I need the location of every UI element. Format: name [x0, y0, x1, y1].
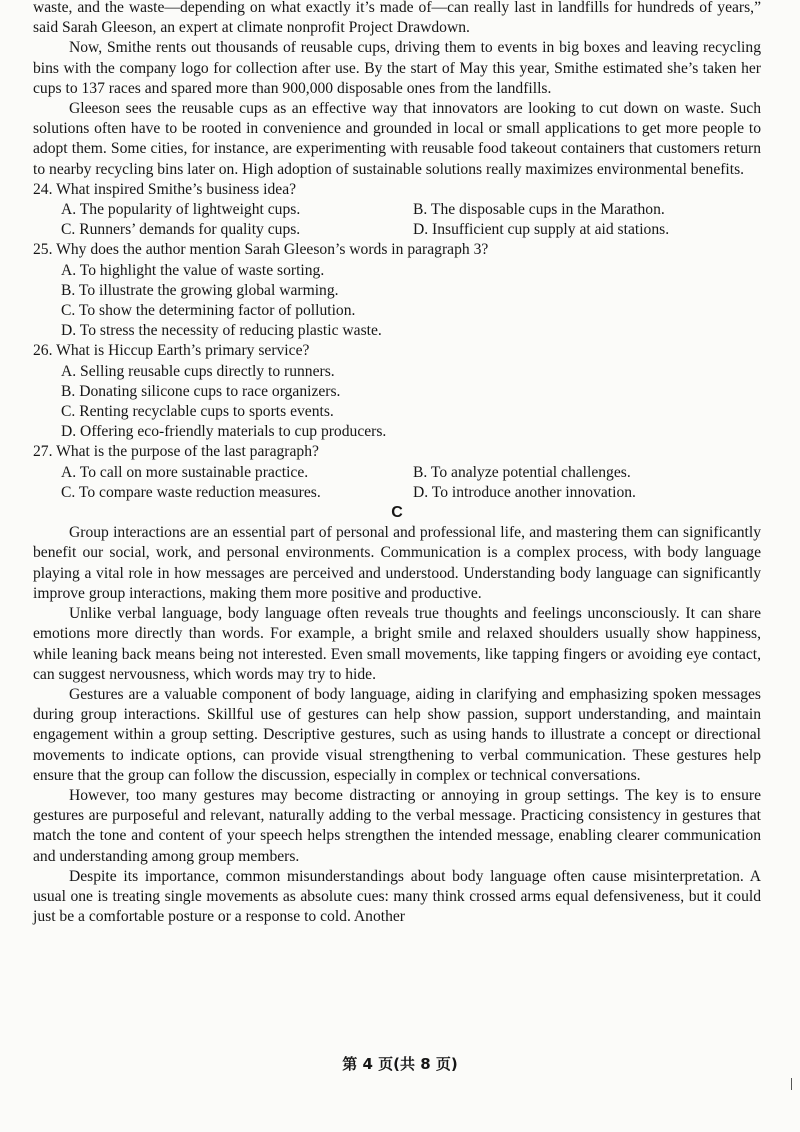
- option-d: D. To introduce another innovation.: [413, 483, 636, 501]
- question-stem: 25. Why does the author mention Sarah Gleeson’s words in paragraph 3?: [33, 241, 489, 259]
- question-stem: 24. What inspired Smithe’s business idea?: [33, 180, 297, 198]
- option-c: C. To show the determining factor of pollution.: [61, 302, 356, 320]
- question-options: [33, 463, 761, 503]
- option-d: D. Offering eco-friendly materials to cup producers.: [61, 423, 387, 441]
- option-a: A. To highlight the value of waste sorting.: [61, 261, 325, 279]
- question-stem: 27. What is the purpose of the last paragraph?: [33, 443, 319, 461]
- section-heading: C: [391, 504, 403, 522]
- paragraph: Gestures are a valuable component of body language, aiding in clarifying and emphasizing spoken messages during group interactions. Skillful use of gestures can help show passion, support understanding, and maintain engagement within a group setting. Descriptive gestures, such as using hands to illustrate a concept or directional movements to indicate options, can provide visual strengthening to verbal communication. These gestures help ensure that the group can follow the discussion, especially in complex or technical conversations.: [33, 685, 761, 784]
- option-a: A. The popularity of lightweight cups.: [61, 201, 301, 219]
- paragraph: Unlike verbal language, body language often reveals true thoughts and feelings unconsciously. It can share emotions more directly than words. For example, a bright smile and relaxed shoulders usually show happiness, while leaning back means being not interested. Even small movements, like tapping fingers or avoiding eye contact, can suggest nervousness, which words may try to hide.: [33, 605, 761, 683]
- option-c: C. Renting recyclable cups to sports events.: [61, 403, 334, 421]
- question-options: [33, 362, 761, 443]
- paragraph: Group interactions are an essential part of personal and professional life, and mastering them can significantly benefit our social, work, and personal environments. Communication is a complex process, with body language playing a vital role in how messages are perceived and understood. Understanding body language can significantly improve group interactions, making them more positive and productive.: [33, 524, 761, 602]
- paragraph: However, too many gestures may become distracting or annoying in group settings. The key is to ensure gestures are purposeful and relevant, naturally adding to the verbal message. Practicing consistency in gestures that match the tone and content of your speech helps strengthen the intended message, enabling clearer communication and understanding among group members.: [33, 786, 761, 865]
- paragraph: Gleeson sees the reusable cups as an effective way that innovators are looking to cut down on waste. Such solutions often have to be rooted in convenience and grounded in local or small applications to get more people to adopt them. Some cities, for instance, are experimenting with reusable food takeout containers that customers return to nearby recycling bins later on. High adoption of sustainable solutions really maximizes environmental benefits.: [33, 100, 761, 178]
- paragraph: Despite its importance, common misunderstandings about body language often cause misinterpretation. A usual one is treating single movements as absolute cues: many think crossed arms equal defensiveness, but it could just be a comfortable posture or a response to cold. Another: [33, 867, 761, 926]
- question-26: [33, 341, 761, 442]
- page-number-footer: 第 4 页(共 8 页): [342, 1055, 458, 1073]
- question-25: [33, 240, 761, 341]
- paragraph: Now, Smithe rents out thousands of reusable cups, driving them to events in big boxes and leaving recycling bins with the company logo for collection after use. By the start of May this year, Smithe estimated she’s taken her cups to 137 races and spared more than 900,000 disposable ones from the landfills.: [33, 39, 761, 97]
- margin-mark: [791, 1078, 792, 1090]
- option-b: B. To illustrate the growing global warming.: [61, 281, 339, 299]
- option-d: D. Insufficient cup supply at aid stations.: [413, 221, 670, 239]
- question-stem: 26. What is Hiccup Earth’s primary service?: [33, 342, 310, 360]
- option-b: B. To analyze potential challenges.: [413, 463, 631, 481]
- page-content: [33, 0, 761, 927]
- question-27: [33, 442, 761, 503]
- question-24: [33, 180, 761, 241]
- option-b: B. Donating silicone cups to race organizers.: [61, 382, 341, 400]
- option-b: B. The disposable cups in the Marathon.: [413, 201, 665, 219]
- option-a: A. Selling reusable cups directly to runners.: [61, 362, 335, 380]
- option-d: D. To stress the necessity of reducing plastic waste.: [61, 322, 382, 340]
- paragraph: waste, and the waste—depending on what exactly it’s made of—can really last in landfills for hundreds of years,” said Sarah Gleeson, an expert at climate nonprofit Project Drawdown.: [33, 0, 761, 37]
- question-options: [33, 200, 761, 240]
- option-c: C. To compare waste reduction measures.: [61, 483, 321, 501]
- option-a: A. To call on more sustainable practice.: [61, 463, 309, 481]
- question-options: [33, 261, 761, 342]
- option-c: C. Runners’ demands for quality cups.: [61, 221, 301, 239]
